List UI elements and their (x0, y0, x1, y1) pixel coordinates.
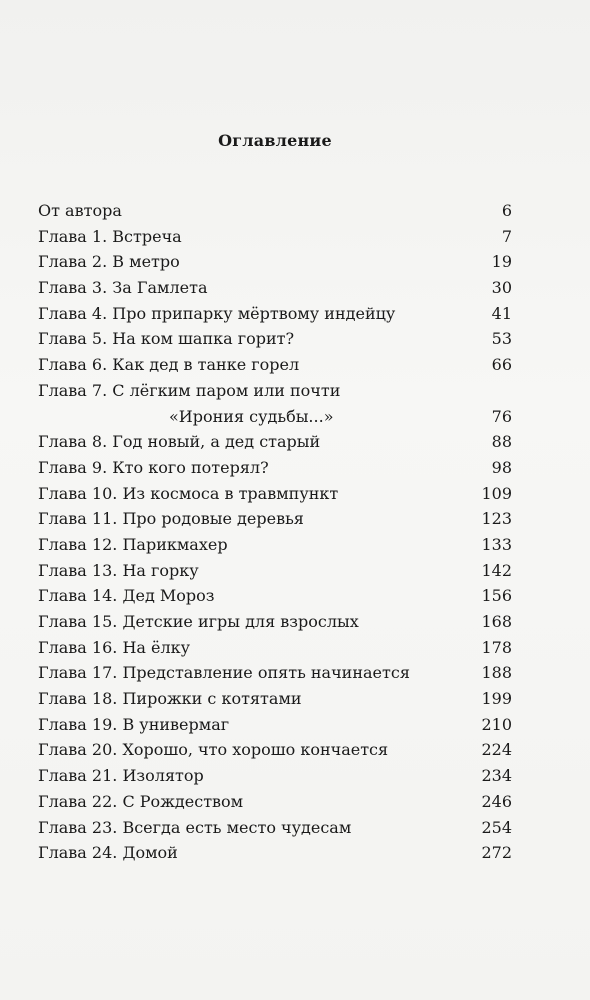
toc-entry (38, 506, 512, 532)
entry-title: «Ирония судьбы...» (169, 406, 334, 426)
toc-entry (38, 429, 512, 455)
entry-page-number: 30 (491, 278, 512, 298)
entry-page-number: 168 (481, 612, 512, 631)
entry-page-number: 53 (491, 329, 512, 349)
entry-page-number: 199 (481, 689, 512, 709)
entry-page-number: 66 (491, 355, 512, 375)
toc-entry (38, 224, 512, 250)
toc-entry (38, 455, 512, 481)
entry-page-number: 224 (481, 740, 512, 760)
entry-page-number: 178 (481, 637, 512, 657)
toc-entry (38, 686, 512, 712)
entry-page-number: 41 (491, 303, 512, 323)
entry-title: Глава 23. Всегда есть место чудесам (38, 817, 352, 837)
entry-title: Глава 6. Как дед в танке горел (38, 355, 300, 375)
entry-page-number: 7 (501, 226, 512, 246)
entry-page-number: 19 (491, 252, 512, 272)
toc-entry (38, 660, 512, 686)
entry-page-number: 123 (481, 509, 512, 529)
entry-title: Глава 11. Про родовые деревья (38, 509, 304, 529)
toc-heading: Оглавление (218, 131, 332, 150)
entry-page-number: 234 (481, 766, 512, 786)
toc-entry (38, 275, 512, 301)
entry-page-number: 88 (491, 432, 512, 452)
toc-entry (38, 378, 512, 404)
entry-title: Глава 14. Дед Мороз (38, 586, 215, 606)
toc-entry (38, 635, 512, 661)
toc-entry (38, 789, 512, 815)
entry-title: Глава 19. В универмаг (38, 714, 230, 734)
toc-entry (38, 352, 512, 378)
toc-entry (38, 532, 512, 558)
entry-page-number: 272 (481, 843, 512, 863)
table-of-contents (38, 198, 512, 866)
entry-page-number: 133 (481, 534, 512, 554)
entry-title: Глава 3. За Гамлета (38, 278, 208, 298)
entry-page-number: 142 (481, 560, 512, 580)
toc-entry (38, 840, 512, 866)
toc-entry (38, 712, 512, 738)
entry-title: Глава 15. Детские игры для взрослых (38, 612, 359, 631)
toc-entry (38, 249, 512, 275)
toc-entry (38, 326, 512, 352)
entry-title: Глава 8. Год новый, а дед старый (38, 432, 321, 452)
toc-entry (38, 481, 512, 507)
entry-title: Глава 16. На ёлку (38, 637, 191, 657)
entry-title: Глава 22. С Рождеством (38, 791, 244, 811)
entry-title: Глава 13. На горку (38, 560, 199, 580)
toc-entry-continuation (38, 404, 512, 430)
toc-entry (38, 198, 512, 224)
entry-page-number: 98 (491, 457, 512, 477)
toc-entry (38, 301, 512, 327)
entry-title: Глава 1. Встреча (38, 226, 182, 246)
entry-title: Глава 24. Домой (38, 843, 178, 863)
toc-entry (38, 763, 512, 789)
entry-page-number: 246 (481, 791, 512, 811)
toc-entry (38, 609, 512, 635)
entry-page-number: 76 (491, 406, 512, 426)
entry-title: Глава 18. Пирожки с котятами (38, 689, 302, 709)
toc-entry (38, 815, 512, 841)
entry-title: Глава 21. Изолятор (38, 766, 204, 786)
entry-page-number: 109 (481, 483, 512, 503)
entry-title: Глава 2. В метро (38, 252, 180, 272)
entry-page-number: 156 (481, 586, 512, 606)
entry-title: Глава 10. Из космоса в травмпункт (38, 483, 339, 503)
entry-title: От автора (38, 201, 122, 220)
entry-title: Глава 9. Кто кого потерял? (38, 457, 269, 477)
entry-title: Глава 7. С лёгким паром или почти (38, 380, 341, 400)
toc-entry (38, 737, 512, 763)
entry-page-number: 188 (481, 663, 512, 683)
entry-title: Глава 5. На ком шапка горит? (38, 329, 295, 349)
entry-title: Глава 17. Представление опять начинается (38, 663, 410, 683)
toc-entry (38, 583, 512, 609)
entry-page-number: 254 (481, 817, 512, 837)
entry-title: Глава 20. Хорошо, что хорошо кончается (38, 740, 389, 760)
entry-title: Глава 12. Парикмахер (38, 534, 228, 554)
entry-page-number: 6 (501, 201, 512, 220)
toc-entry (38, 558, 512, 584)
entry-title: Глава 4. Про припарку мёртвому индейцу (38, 303, 396, 323)
entry-page-number: 210 (481, 714, 512, 734)
